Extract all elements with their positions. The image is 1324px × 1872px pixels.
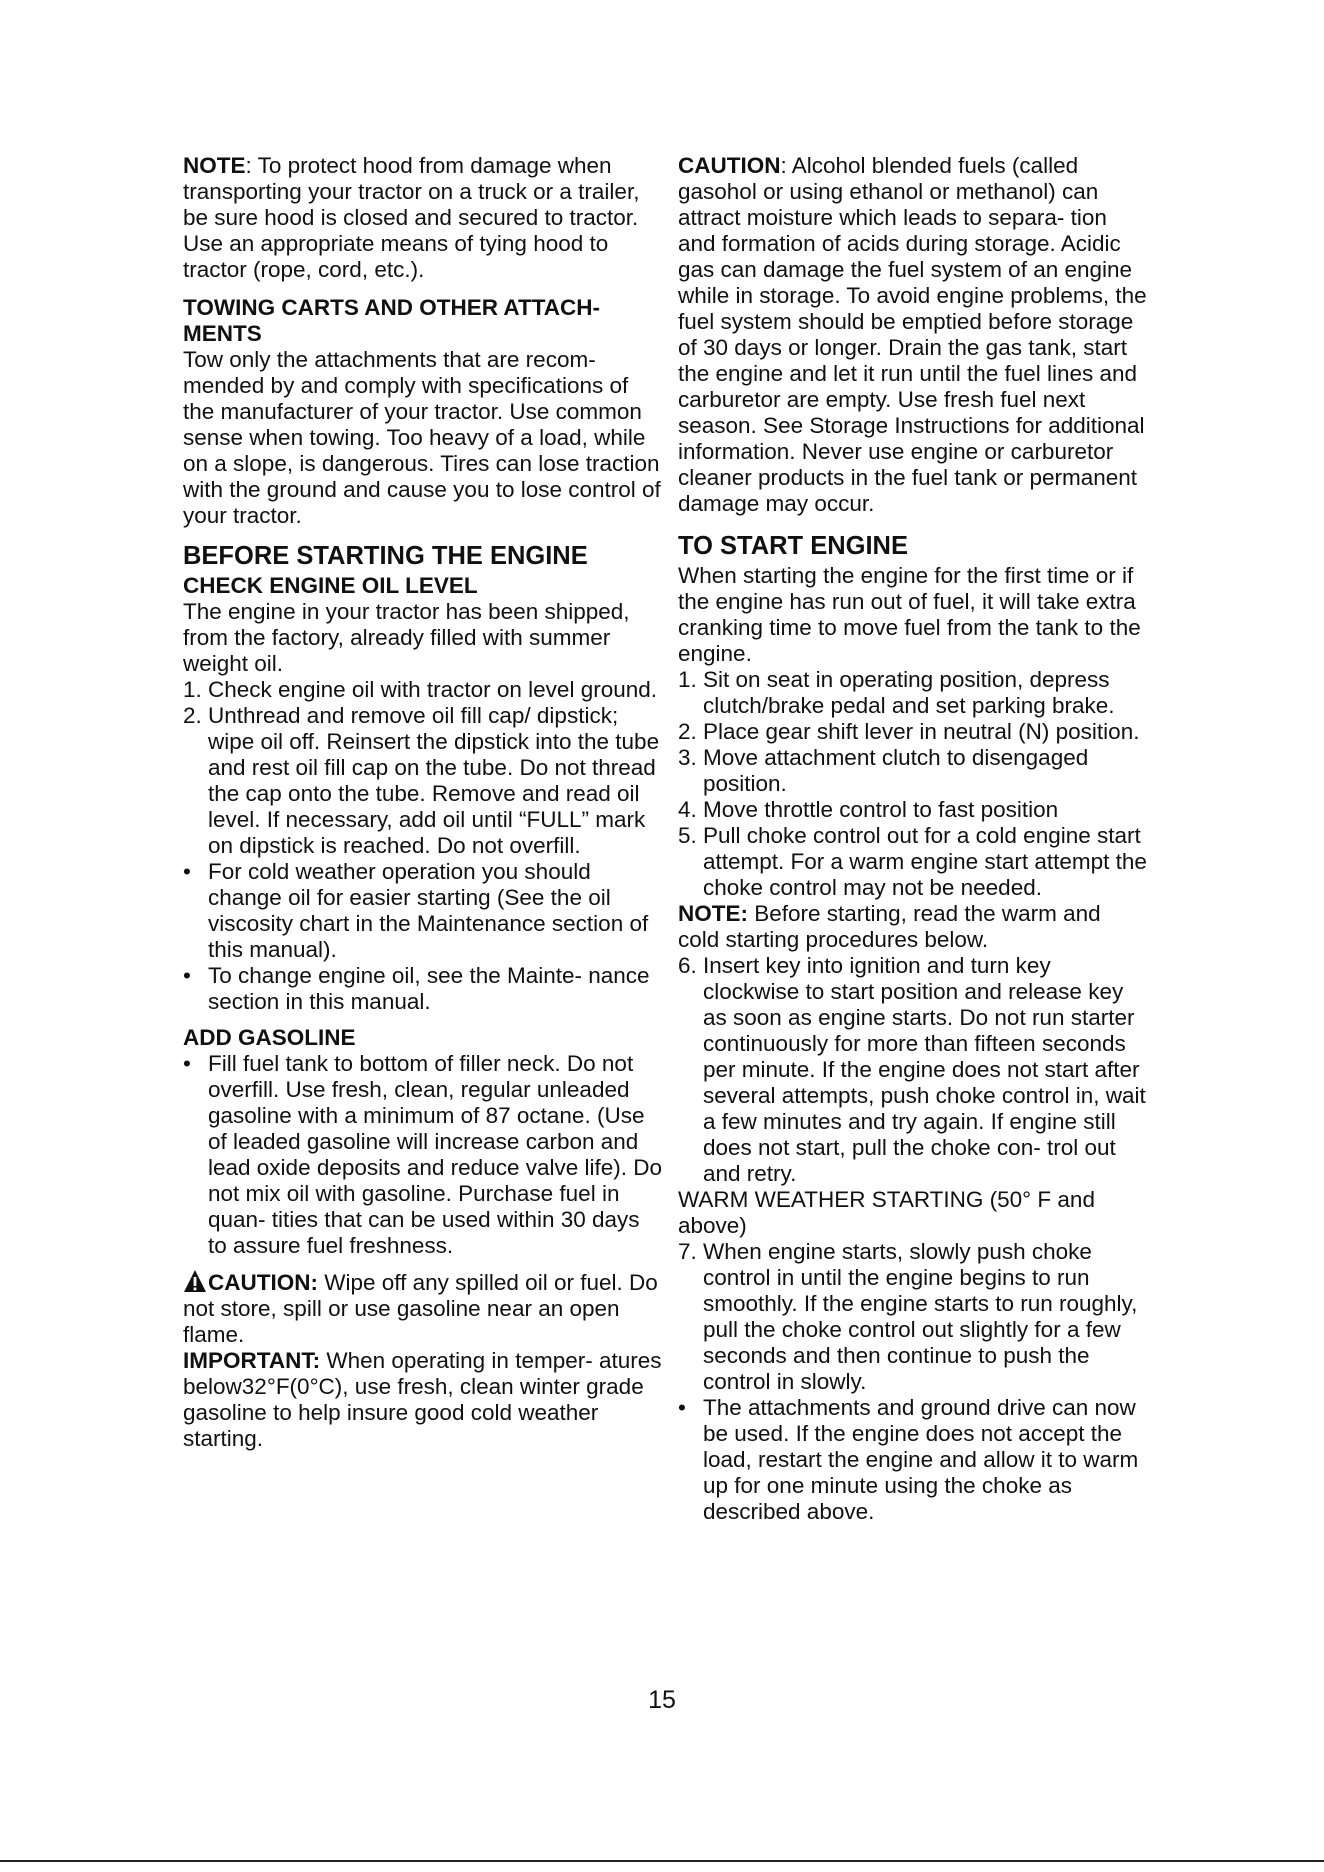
caution-text: Wipe off any spilled oil or fuel. Do not store, spill or use gasoline near an open flame. (183, 1270, 658, 1347)
list-marker: 2. (678, 719, 697, 744)
important-text: When operating in temper- atures below32°F(0°C), use fresh, clean winter grade gasoline to help insure good cold weather starting. (183, 1348, 662, 1451)
left-column (183, 153, 663, 1452)
starting-note (678, 901, 1148, 953)
list-item (678, 823, 1148, 901)
list-item-text: When engine starts, slowly push choke control in until the engine begins to run smoothly. If the engine starts to run roughly, pull the choke control out slightly for a few seconds and then continue to push the control in slowly. (703, 1239, 1138, 1394)
list-item-text: Move throttle control to fast position (703, 797, 1059, 822)
ignition-steps-list (678, 953, 1148, 1187)
list-item-text: Place gear shift lever in neutral (N) position. (703, 719, 1140, 744)
warm-weather-heading: WARM WEATHER STARTING (50° F and above) (678, 1187, 1095, 1238)
warm-weather-steps-list (678, 1239, 1148, 1525)
fuel-caution (183, 1269, 663, 1348)
list-item (678, 797, 1148, 823)
caution-text: : Alcohol blended fuels (called gasohol or using ethanol or methanol) can attract moisture which leads to separa- tion and formation of acids during storage. Acidic gas can damage the fuel system of an engine while in storage. To avoid engine problems, the fuel system should be emptied before storage of 30 days or longer. Drain the gas tank, start the engine and let it run until the fuel lines and carburetor are empty. Use fresh fuel next season. See Storage Instructions for additional information. Never use engine or carburetor cleaner products in the fuel tank or permanent damage may occur. (678, 153, 1147, 516)
important-label: IMPORTANT: (183, 1348, 321, 1373)
warning-triangle-icon (183, 1269, 207, 1293)
list-marker: • (183, 963, 191, 988)
list-item (678, 667, 1148, 719)
towing-heading: TOWING CARTS AND OTHER ATTACH- MENTS (183, 295, 601, 346)
list-item-text: Insert key into ignition and turn key clockwise to start position and release key as soon as engine starts. Do not run starter continuously for more than fifteen seconds per minute. If the engine does not start after several attempts, push choke control in, wait a few minutes and try again. If engine still does not start, pull the choke con- trol out and retry. (703, 953, 1146, 1186)
note-label: NOTE (183, 153, 246, 178)
note-label: NOTE: (678, 901, 748, 926)
start-steps-list (678, 667, 1148, 901)
bottom-rule (0, 1860, 1324, 1862)
right-column (678, 153, 1148, 1525)
start-intro: When starting the engine for the first time or if the engine has run out of fuel, it will take extra cranking time to move fuel from the tank to the engine. (678, 563, 1141, 666)
list-item-text: Sit on seat in operating position, depress clutch/brake pedal and set parking brake. (703, 667, 1115, 718)
to-start-engine-heading: TO START ENGINE (678, 532, 908, 560)
list-marker: • (183, 1051, 191, 1076)
hood-note (183, 153, 663, 283)
list-item (183, 1051, 663, 1259)
list-marker: • (183, 859, 191, 884)
page-number: 15 (648, 1686, 676, 1714)
list-marker: 1. (183, 677, 202, 702)
list-item-text: Move attachment clutch to disengaged position. (703, 745, 1089, 796)
note-text: Before starting, read the warm and cold starting procedures below. (678, 901, 1101, 952)
list-item-text: Unthread and remove oil fill cap/ dipstick; wipe oil off. Reinsert the dipstick into the tube and rest oil fill cap on the tube. Do not thread the cap onto the tube. Remove and read oil level. If necessary, add oil until “FULL” mark on dipstick is reached. Do not overfill. (208, 703, 660, 858)
list-item-text: Fill fuel tank to bottom of filler neck. Do not overfill. Use fresh, clean, regular unleaded gasoline with a minimum of 87 octane. (Use of leaded gasoline will increase carbon and lead oxide deposits and reduce valve life). Do not mix oil with gasoline. Purchase fuel in quan- tities that can be used within 30 days to assure fuel freshness. (208, 1051, 663, 1258)
list-marker: • (678, 1395, 686, 1420)
oil-steps-list (183, 677, 663, 1015)
oil-intro: The engine in your tractor has been shipped, from the factory, already filled with summer weight oil. (183, 599, 630, 676)
towing-text: Tow only the attachments that are recom- mended by and comply with specifications of the manufacturer of your tractor. Use common sense when towing. Too heavy of a load, while on a slope, is dangerous. Tires can lose traction with the ground and cause you to lose control of your tractor. (183, 347, 661, 528)
before-starting-heading: BEFORE STARTING THE ENGINE (183, 542, 588, 570)
list-item (183, 963, 663, 1015)
check-oil-heading: CHECK ENGINE OIL LEVEL (183, 573, 478, 598)
caution-label: CAUTION: (208, 1270, 318, 1295)
list-item (183, 859, 663, 963)
alcohol-fuel-caution (678, 153, 1148, 517)
list-item-text: The attachments and ground drive can now be used. If the engine does not accept the load, restart the engine and allow it to warm up for one minute using the choke as described above. (703, 1395, 1139, 1524)
list-item (183, 677, 663, 703)
list-item (678, 719, 1148, 745)
list-item-text: For cold weather operation you should change oil for easier starting (See the oil viscosity chart in the Maintenance section of this manual). (208, 859, 649, 962)
list-item-text: Check engine oil with tractor on level ground. (208, 677, 658, 702)
list-marker: 7. (678, 1239, 697, 1264)
list-item (678, 745, 1148, 797)
list-item (183, 703, 663, 859)
list-item-text: To change engine oil, see the Mainte- nance section in this manual. (208, 963, 650, 1014)
list-item (678, 1395, 1148, 1525)
important-note (183, 1348, 663, 1452)
list-marker: 2. (183, 703, 202, 728)
gasoline-list (183, 1051, 663, 1259)
list-item (678, 953, 1148, 1187)
list-marker: 6. (678, 953, 697, 978)
list-item-text: Pull choke control out for a cold engine start attempt. For a warm engine start attempt the choke control may not be needed. (703, 823, 1147, 900)
list-marker: 3. (678, 745, 697, 770)
list-marker: 5. (678, 823, 697, 848)
list-item (678, 1239, 1148, 1395)
caution-label: CAUTION (678, 153, 781, 178)
list-marker: 1. (678, 667, 697, 692)
note-text: : To protect hood from damage when transporting your tractor on a truck or a trailer, be sure hood is closed and secured to tractor. Use an appropriate means of tying hood to tractor (rope, cord, etc.). (183, 153, 640, 282)
add-gasoline-heading: ADD GASOLINE (183, 1025, 356, 1050)
list-marker: 4. (678, 797, 697, 822)
